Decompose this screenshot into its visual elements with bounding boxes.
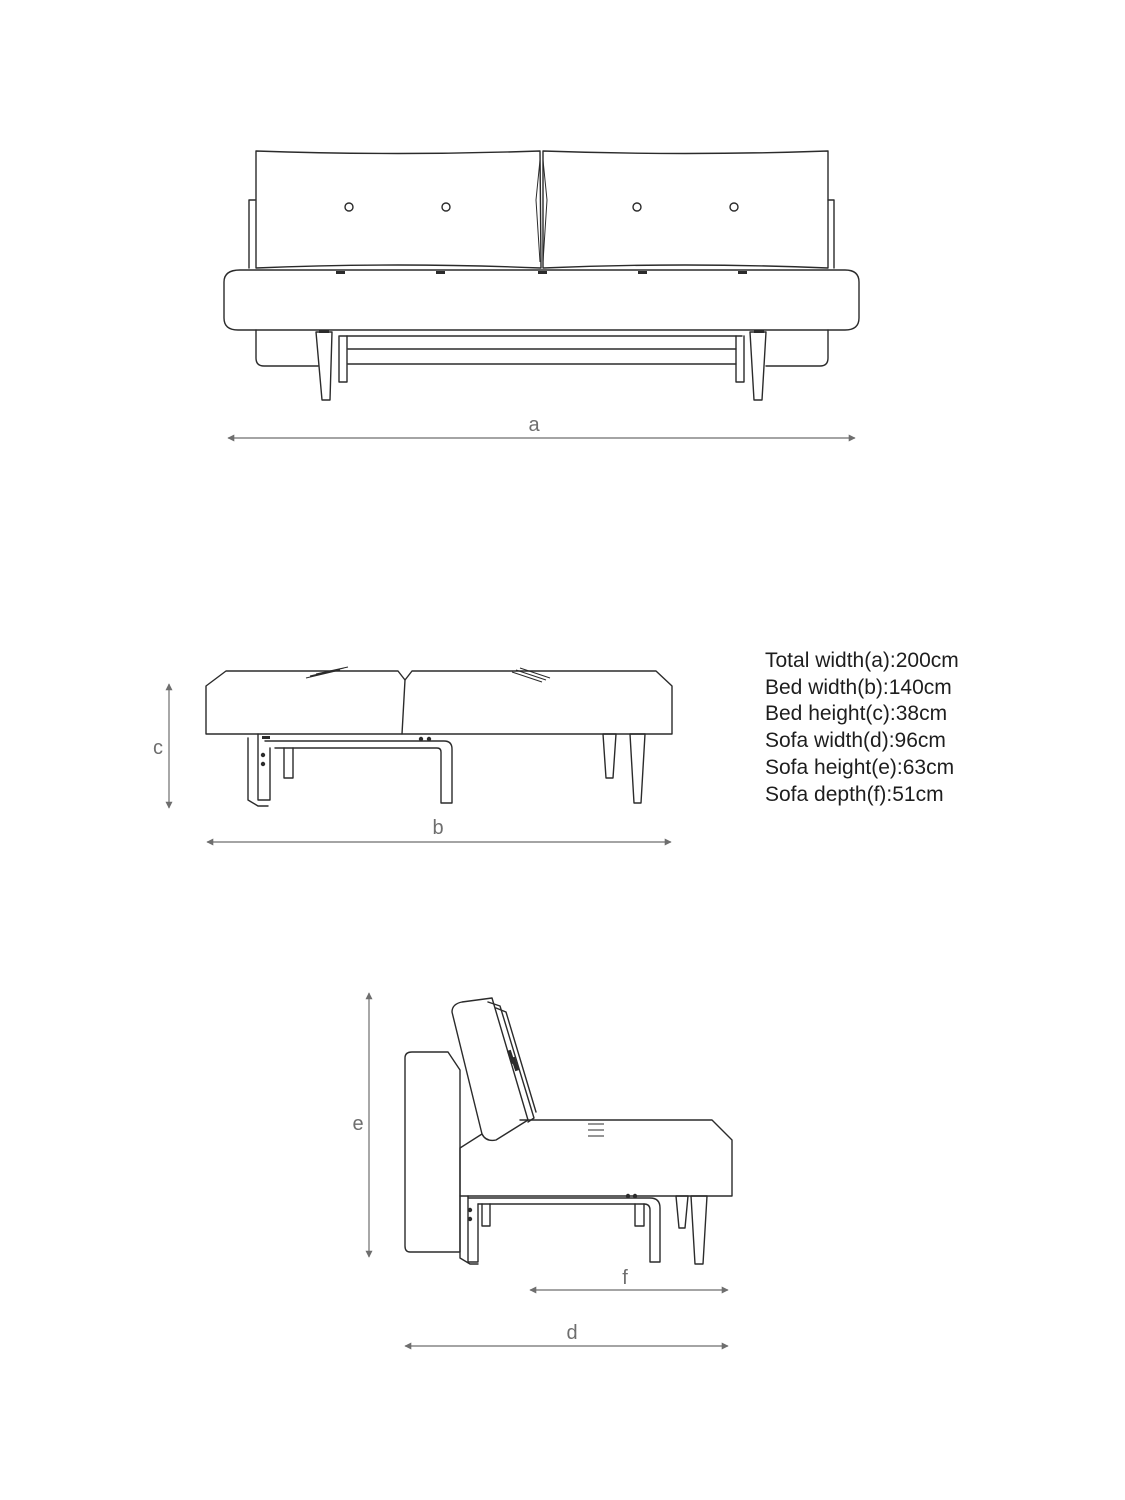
cushion-button xyxy=(345,203,353,211)
back-panel xyxy=(405,1052,460,1252)
hinge-mark xyxy=(638,271,647,274)
wooden-leg xyxy=(316,332,332,400)
spec-bed-height: Bed height(c):38cm xyxy=(765,702,948,726)
back-cushion-left xyxy=(256,151,541,268)
seat-cushion xyxy=(460,1120,732,1196)
dimension-label-f: f xyxy=(622,1267,628,1289)
hinge-mark xyxy=(436,271,445,274)
sofa-side-view xyxy=(405,998,732,1264)
dimension-label-b: b xyxy=(432,817,444,839)
mattress-left xyxy=(206,671,405,734)
cushion-button xyxy=(730,203,738,211)
spec-bed-width: Bed width(b):140cm xyxy=(765,675,952,699)
wooden-leg xyxy=(676,1196,688,1228)
dimension-label-a: a xyxy=(528,414,540,436)
dimension-label-e: e xyxy=(352,1113,364,1135)
spec-total-width: Total width(a):200cm xyxy=(765,649,959,672)
wooden-leg xyxy=(603,734,616,778)
spec-sofa-width: Sofa width(d):96cm xyxy=(765,729,946,753)
spec-sofa-height: Sofa height(e):63cm xyxy=(765,755,955,779)
sofa-frame xyxy=(468,1198,660,1262)
wooden-leg xyxy=(630,734,645,803)
dimension-label-c: c xyxy=(153,737,163,759)
cushion-button xyxy=(633,203,641,211)
right-back-panel xyxy=(828,200,834,268)
left-back-panel xyxy=(249,200,255,268)
hinge-mark xyxy=(738,271,747,274)
cushion-button xyxy=(442,203,450,211)
dimension-specs-list xyxy=(765,648,959,808)
seat-cushion xyxy=(224,270,859,330)
spec-sofa-depth: Sofa depth(f):51cm xyxy=(765,782,944,806)
wooden-leg xyxy=(691,1196,707,1264)
bed-side-view xyxy=(206,667,672,806)
hinge-mark xyxy=(336,271,345,274)
wooden-leg xyxy=(750,332,766,400)
dimension-label-d: d xyxy=(566,1322,578,1344)
back-cushion-right xyxy=(543,151,828,268)
hinge-mark xyxy=(538,271,547,274)
sofa-front-view xyxy=(224,151,859,400)
